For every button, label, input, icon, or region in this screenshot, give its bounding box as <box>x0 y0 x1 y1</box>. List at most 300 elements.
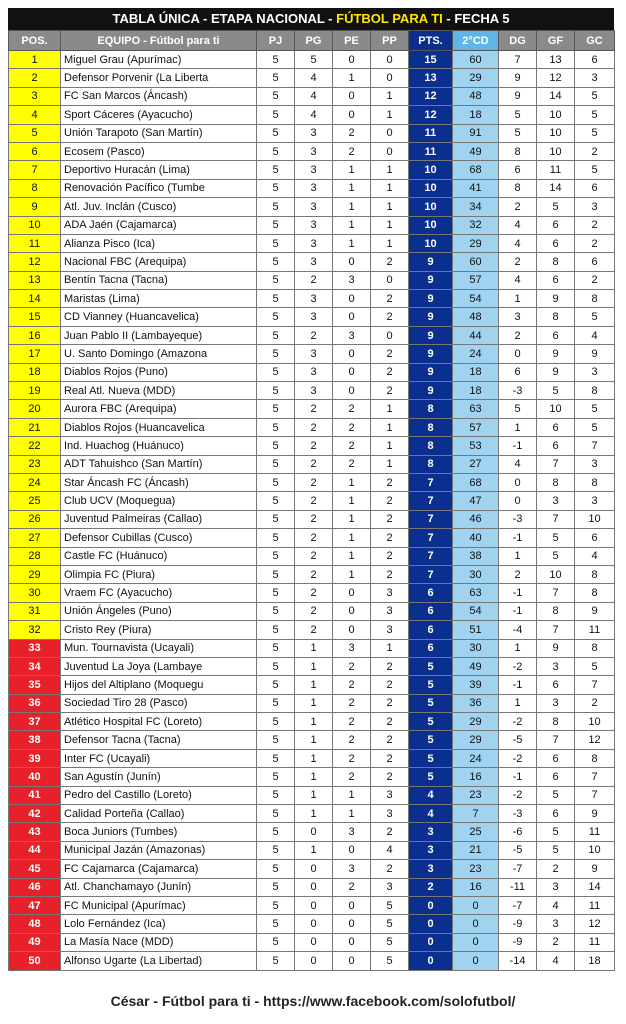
cell-pe: 2 <box>333 124 371 142</box>
cell-gc: 18 <box>575 952 615 970</box>
cell-pj: 5 <box>257 124 295 142</box>
cell-dg: -2 <box>499 713 537 731</box>
cell-team: Nacional FBC (Arequipa) <box>61 253 257 271</box>
cell-pj: 5 <box>257 106 295 124</box>
cell-pts: 10 <box>409 161 453 179</box>
cell-gc: 5 <box>575 400 615 418</box>
cell-gc: 5 <box>575 308 615 326</box>
col-header-pj: PJ <box>257 31 295 51</box>
cell-pos: 37 <box>9 713 61 731</box>
table-row <box>9 952 615 970</box>
cell-gc: 8 <box>575 565 615 583</box>
cell-pj: 5 <box>257 51 295 69</box>
cell-pos: 33 <box>9 639 61 657</box>
cell-pp: 0 <box>371 69 409 87</box>
cell-dg: -7 <box>499 860 537 878</box>
cell-pj: 5 <box>257 326 295 344</box>
cell-pg: 1 <box>295 805 333 823</box>
cell-cd: 0 <box>453 915 499 933</box>
cell-pg: 2 <box>295 510 333 528</box>
cell-dg: -2 <box>499 786 537 804</box>
table-row <box>9 271 615 289</box>
cell-gf: 2 <box>537 933 575 951</box>
cell-pg: 3 <box>295 308 333 326</box>
cell-cd: 18 <box>453 106 499 124</box>
cell-team: Atlético Hospital FC (Loreto) <box>61 713 257 731</box>
cell-gc: 7 <box>575 786 615 804</box>
table-row <box>9 198 615 216</box>
cell-gf: 13 <box>537 51 575 69</box>
cell-pp: 2 <box>371 345 409 363</box>
cell-gf: 6 <box>537 271 575 289</box>
cell-pts: 9 <box>409 345 453 363</box>
cell-pos: 14 <box>9 290 61 308</box>
cell-gc: 8 <box>575 639 615 657</box>
cell-dg: -6 <box>499 823 537 841</box>
cell-gc: 5 <box>575 418 615 436</box>
cell-pts: 8 <box>409 418 453 436</box>
cell-gc: 9 <box>575 860 615 878</box>
cell-pts: 15 <box>409 51 453 69</box>
cell-pp: 0 <box>371 124 409 142</box>
cell-pts: 7 <box>409 565 453 583</box>
cell-pp: 2 <box>371 768 409 786</box>
cell-pg: 2 <box>295 621 333 639</box>
cell-pos: 50 <box>9 952 61 970</box>
cell-pp: 3 <box>371 805 409 823</box>
cell-pj: 5 <box>257 161 295 179</box>
cell-pos: 25 <box>9 492 61 510</box>
cell-gc: 2 <box>575 694 615 712</box>
cell-pg: 1 <box>295 639 333 657</box>
table-row <box>9 455 615 473</box>
cell-pp: 1 <box>371 400 409 418</box>
cell-team: Mun. Tournavista (Ucayali) <box>61 639 257 657</box>
table-row <box>9 400 615 418</box>
col-header-pos: POS. <box>9 31 61 51</box>
cell-pos: 15 <box>9 308 61 326</box>
cell-pos: 16 <box>9 326 61 344</box>
cell-pj: 5 <box>257 731 295 749</box>
cell-pg: 3 <box>295 179 333 197</box>
cell-cd: 32 <box>453 216 499 234</box>
cell-gc: 10 <box>575 510 615 528</box>
cell-gc: 8 <box>575 473 615 491</box>
cell-cd: 60 <box>453 253 499 271</box>
cell-pj: 5 <box>257 584 295 602</box>
cell-pj: 5 <box>257 400 295 418</box>
table-body <box>9 51 615 971</box>
table-row <box>9 234 615 252</box>
cell-pos: 9 <box>9 198 61 216</box>
cell-pj: 5 <box>257 823 295 841</box>
cell-pos: 30 <box>9 584 61 602</box>
col-header-pg: PG <box>295 31 333 51</box>
cell-pg: 0 <box>295 823 333 841</box>
cell-pe: 0 <box>333 345 371 363</box>
cell-dg: 6 <box>499 363 537 381</box>
cell-pp: 2 <box>371 694 409 712</box>
cell-gc: 10 <box>575 713 615 731</box>
cell-pj: 5 <box>257 216 295 234</box>
cell-pg: 0 <box>295 896 333 914</box>
cell-team: Lolo Fernández (Ica) <box>61 915 257 933</box>
cell-gc: 11 <box>575 621 615 639</box>
cell-gc: 2 <box>575 216 615 234</box>
cell-dg: 2 <box>499 565 537 583</box>
cell-gf: 3 <box>537 492 575 510</box>
cell-pg: 0 <box>295 860 333 878</box>
cell-pg: 4 <box>295 87 333 105</box>
cell-pe: 0 <box>333 584 371 602</box>
cell-pos: 20 <box>9 400 61 418</box>
cell-pp: 5 <box>371 915 409 933</box>
cell-gf: 12 <box>537 69 575 87</box>
cell-dg: 0 <box>499 492 537 510</box>
cell-pp: 2 <box>371 713 409 731</box>
cell-pts: 9 <box>409 253 453 271</box>
cell-pg: 2 <box>295 547 333 565</box>
cell-pos: 48 <box>9 915 61 933</box>
cell-gf: 10 <box>537 124 575 142</box>
cell-dg: 9 <box>499 87 537 105</box>
cell-gf: 5 <box>537 198 575 216</box>
cell-pj: 5 <box>257 860 295 878</box>
cell-pg: 4 <box>295 106 333 124</box>
cell-pos: 36 <box>9 694 61 712</box>
cell-gf: 3 <box>537 878 575 896</box>
cell-team: Defensor Tacna (Tacna) <box>61 731 257 749</box>
cell-pos: 26 <box>9 510 61 528</box>
cell-pj: 5 <box>257 510 295 528</box>
cell-pp: 5 <box>371 933 409 951</box>
cell-gc: 8 <box>575 382 615 400</box>
cell-gf: 7 <box>537 731 575 749</box>
table-row <box>9 253 615 271</box>
cell-pos: 34 <box>9 657 61 675</box>
title-part1: TABLA ÚNICA - ETAPA NACIONAL - <box>112 11 337 26</box>
cell-cd: 40 <box>453 529 499 547</box>
table-row <box>9 290 615 308</box>
cell-pe: 3 <box>333 823 371 841</box>
cell-pe: 0 <box>333 51 371 69</box>
table-row <box>9 529 615 547</box>
cell-team: Club UCV (Moquegua) <box>61 492 257 510</box>
cell-pts: 2 <box>409 878 453 896</box>
footer-credit: César - Fútbol para ti - https://www.facebook.com/solofutbol/ <box>110 993 516 1009</box>
cell-gf: 5 <box>537 786 575 804</box>
cell-pe: 1 <box>333 529 371 547</box>
cell-dg: -5 <box>499 731 537 749</box>
cell-pj: 5 <box>257 345 295 363</box>
cell-dg: -9 <box>499 933 537 951</box>
cell-team: Pedro del Castillo (Loreto) <box>61 786 257 804</box>
cell-team: Defensor Porvenir (La Liberta <box>61 69 257 87</box>
cell-pos: 40 <box>9 768 61 786</box>
cell-pts: 8 <box>409 400 453 418</box>
cell-pg: 2 <box>295 400 333 418</box>
cell-gc: 12 <box>575 915 615 933</box>
cell-dg: -3 <box>499 805 537 823</box>
cell-dg: -3 <box>499 510 537 528</box>
cell-pg: 1 <box>295 731 333 749</box>
cell-pj: 5 <box>257 805 295 823</box>
cell-cd: 57 <box>453 271 499 289</box>
cell-team: Maristas (Lima) <box>61 290 257 308</box>
table-row <box>9 657 615 675</box>
cell-cd: 36 <box>453 694 499 712</box>
cell-pts: 7 <box>409 492 453 510</box>
cell-pos: 11 <box>9 234 61 252</box>
cell-pg: 2 <box>295 418 333 436</box>
table-row <box>9 878 615 896</box>
cell-dg: 1 <box>499 290 537 308</box>
table-row <box>9 639 615 657</box>
cell-pj: 5 <box>257 749 295 767</box>
table-row <box>9 768 615 786</box>
cell-dg: 9 <box>499 69 537 87</box>
cell-pts: 7 <box>409 529 453 547</box>
cell-cd: 30 <box>453 639 499 657</box>
cell-gc: 7 <box>575 768 615 786</box>
cell-pe: 1 <box>333 69 371 87</box>
table-row <box>9 510 615 528</box>
cell-pts: 6 <box>409 621 453 639</box>
cell-pj: 5 <box>257 621 295 639</box>
cell-cd: 47 <box>453 492 499 510</box>
cell-dg: 4 <box>499 234 537 252</box>
cell-pg: 1 <box>295 713 333 731</box>
cell-gc: 10 <box>575 841 615 859</box>
cell-pp: 3 <box>371 621 409 639</box>
cell-gf: 6 <box>537 418 575 436</box>
cell-pos: 8 <box>9 179 61 197</box>
cell-pts: 6 <box>409 639 453 657</box>
cell-dg: 5 <box>499 106 537 124</box>
cell-team: Calidad Porteña (Callao) <box>61 805 257 823</box>
cell-pts: 9 <box>409 290 453 308</box>
cell-pp: 2 <box>371 253 409 271</box>
cell-pj: 5 <box>257 473 295 491</box>
cell-pj: 5 <box>257 547 295 565</box>
table-row <box>9 437 615 455</box>
cell-team: FC San Marcos (Áncash) <box>61 87 257 105</box>
cell-pts: 4 <box>409 805 453 823</box>
cell-gf: 7 <box>537 621 575 639</box>
cell-gc: 2 <box>575 271 615 289</box>
cell-gf: 11 <box>537 161 575 179</box>
cell-pe: 0 <box>333 621 371 639</box>
cell-pp: 1 <box>371 455 409 473</box>
cell-pe: 1 <box>333 805 371 823</box>
cell-pg: 0 <box>295 933 333 951</box>
cell-pts: 7 <box>409 510 453 528</box>
cell-dg: 1 <box>499 639 537 657</box>
cell-pts: 9 <box>409 382 453 400</box>
cell-cd: 34 <box>453 198 499 216</box>
cell-pe: 2 <box>333 768 371 786</box>
cell-gc: 11 <box>575 933 615 951</box>
cell-dg: -7 <box>499 896 537 914</box>
cell-dg: -5 <box>499 841 537 859</box>
cell-pj: 5 <box>257 382 295 400</box>
cell-gc: 3 <box>575 455 615 473</box>
cell-gf: 3 <box>537 694 575 712</box>
cell-cd: 63 <box>453 400 499 418</box>
cell-pos: 23 <box>9 455 61 473</box>
cell-gc: 2 <box>575 234 615 252</box>
cell-pj: 5 <box>257 418 295 436</box>
cell-pj: 5 <box>257 179 295 197</box>
cell-pp: 2 <box>371 676 409 694</box>
cell-dg: -1 <box>499 676 537 694</box>
cell-pts: 3 <box>409 823 453 841</box>
cell-pe: 1 <box>333 547 371 565</box>
cell-pos: 44 <box>9 841 61 859</box>
cell-pts: 0 <box>409 933 453 951</box>
cell-pj: 5 <box>257 657 295 675</box>
cell-pg: 3 <box>295 345 333 363</box>
cell-pe: 0 <box>333 363 371 381</box>
cell-pp: 2 <box>371 308 409 326</box>
cell-pp: 2 <box>371 731 409 749</box>
cell-pts: 9 <box>409 271 453 289</box>
cell-team: Sport Cáceres (Ayacucho) <box>61 106 257 124</box>
cell-gc: 11 <box>575 823 615 841</box>
cell-team: Castle FC (Huánuco) <box>61 547 257 565</box>
cell-gf: 6 <box>537 676 575 694</box>
cell-team: Deportivo Huracán (Lima) <box>61 161 257 179</box>
cell-pj: 5 <box>257 142 295 160</box>
cell-pg: 1 <box>295 657 333 675</box>
cell-gf: 5 <box>537 529 575 547</box>
cell-gc: 5 <box>575 124 615 142</box>
cell-dg: 0 <box>499 473 537 491</box>
cell-pp: 5 <box>371 896 409 914</box>
cell-pts: 6 <box>409 584 453 602</box>
cell-pos: 17 <box>9 345 61 363</box>
table-row <box>9 345 615 363</box>
cell-gf: 9 <box>537 345 575 363</box>
cell-gf: 8 <box>537 713 575 731</box>
cell-pe: 1 <box>333 198 371 216</box>
title-highlight: FÚTBOL PARA TI <box>336 11 443 26</box>
cell-pts: 7 <box>409 547 453 565</box>
cell-cd: 16 <box>453 878 499 896</box>
cell-pj: 5 <box>257 565 295 583</box>
cell-dg: -4 <box>499 621 537 639</box>
cell-pj: 5 <box>257 529 295 547</box>
table-row <box>9 786 615 804</box>
cell-pts: 5 <box>409 768 453 786</box>
cell-pg: 3 <box>295 142 333 160</box>
cell-pos: 12 <box>9 253 61 271</box>
table-row <box>9 915 615 933</box>
cell-pj: 5 <box>257 234 295 252</box>
cell-cd: 0 <box>453 952 499 970</box>
cell-pg: 2 <box>295 437 333 455</box>
cell-gc: 8 <box>575 290 615 308</box>
cell-pts: 9 <box>409 363 453 381</box>
cell-pe: 0 <box>333 602 371 620</box>
cell-pos: 3 <box>9 87 61 105</box>
cell-team: Vraem FC (Ayacucho) <box>61 584 257 602</box>
table-row <box>9 473 615 491</box>
cell-pg: 0 <box>295 878 333 896</box>
cell-cd: 0 <box>453 933 499 951</box>
cell-gf: 8 <box>537 473 575 491</box>
cell-cd: 16 <box>453 768 499 786</box>
cell-team: Ecosem (Pasco) <box>61 142 257 160</box>
cell-cd: 60 <box>453 51 499 69</box>
cell-pp: 2 <box>371 290 409 308</box>
cell-gc: 4 <box>575 547 615 565</box>
cell-team: Juan Pablo II (Lambayeque) <box>61 326 257 344</box>
cell-pe: 3 <box>333 271 371 289</box>
cell-pg: 3 <box>295 382 333 400</box>
cell-pj: 5 <box>257 363 295 381</box>
cell-gf: 4 <box>537 896 575 914</box>
cell-team: Inter FC (Ucayali) <box>61 749 257 767</box>
cell-gc: 3 <box>575 69 615 87</box>
col-header-team: EQUIPO - Fútbol para ti <box>61 31 257 51</box>
cell-pg: 3 <box>295 363 333 381</box>
cell-gc: 5 <box>575 657 615 675</box>
cell-pj: 5 <box>257 896 295 914</box>
cell-cd: 57 <box>453 418 499 436</box>
cell-gf: 10 <box>537 565 575 583</box>
table-row <box>9 933 615 951</box>
cell-gf: 6 <box>537 437 575 455</box>
cell-pj: 5 <box>257 786 295 804</box>
cell-pj: 5 <box>257 768 295 786</box>
cell-pos: 6 <box>9 142 61 160</box>
cell-pe: 0 <box>333 106 371 124</box>
cell-gc: 9 <box>575 345 615 363</box>
cell-team: Unión Ángeles (Puno) <box>61 602 257 620</box>
col-header-gf: GF <box>537 31 575 51</box>
cell-pts: 5 <box>409 657 453 675</box>
cell-pe: 2 <box>333 749 371 767</box>
cell-pos: 41 <box>9 786 61 804</box>
standings-table <box>8 30 615 971</box>
table-row <box>9 823 615 841</box>
cell-gf: 14 <box>537 87 575 105</box>
table-row <box>9 602 615 620</box>
cell-pe: 3 <box>333 860 371 878</box>
col-header-dg: DG <box>499 31 537 51</box>
cell-pj: 5 <box>257 437 295 455</box>
cell-pe: 1 <box>333 492 371 510</box>
cell-pos: 45 <box>9 860 61 878</box>
cell-dg: -14 <box>499 952 537 970</box>
table-row <box>9 676 615 694</box>
cell-dg: -2 <box>499 749 537 767</box>
cell-pj: 5 <box>257 694 295 712</box>
cell-pp: 3 <box>371 584 409 602</box>
cell-pos: 13 <box>9 271 61 289</box>
col-header-gc: GC <box>575 31 615 51</box>
cell-team: Real Atl. Nueva (MDD) <box>61 382 257 400</box>
cell-pp: 2 <box>371 565 409 583</box>
cell-pj: 5 <box>257 841 295 859</box>
cell-cd: 48 <box>453 87 499 105</box>
table-row <box>9 161 615 179</box>
cell-pp: 0 <box>371 271 409 289</box>
cell-pe: 1 <box>333 510 371 528</box>
cell-gf: 10 <box>537 400 575 418</box>
cell-pos: 39 <box>9 749 61 767</box>
